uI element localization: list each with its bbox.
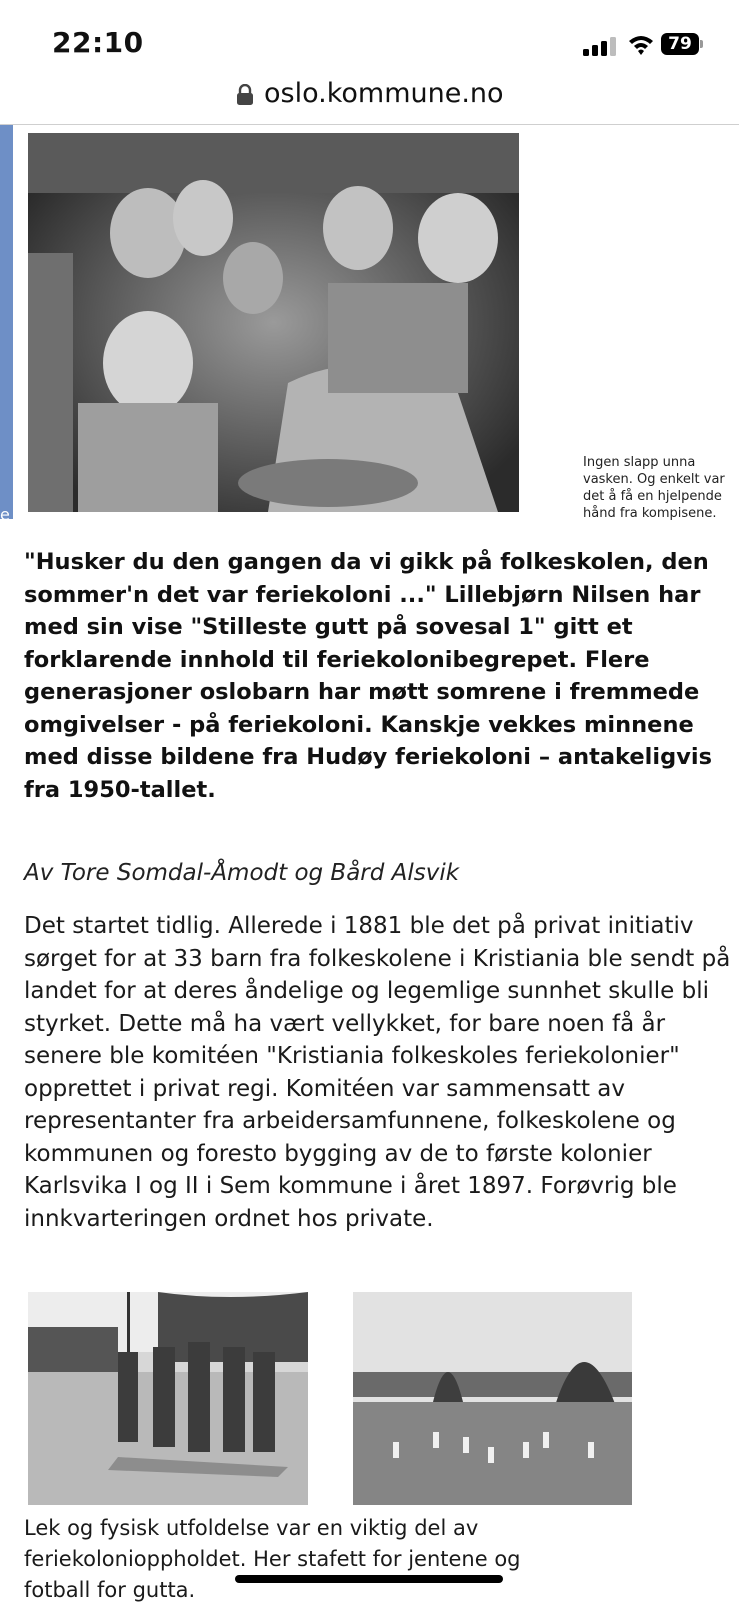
photo-relay-girls <box>28 1292 308 1505</box>
battery-indicator <box>661 33 703 55</box>
photo-caption-bottom: Lek og fysisk utfoldelse var en viktig del av feriekolonioppholdet. Her stafett for jentene og fotball for gutta. <box>24 1516 521 1602</box>
photo-children-washing <box>28 133 519 512</box>
side-tab[interactable] <box>0 125 13 519</box>
photo-caption-top: Ingen slapp unna vasken. Og enkelt var det å få en hjelpende hånd fra kompisene. <box>583 455 725 521</box>
article-body: Det startet tidlig. Allerede i 1881 ble det på privat initiativ sørget for at 33 barn fra folkeskolene i Kristiania ble sendt på landet for at deres åndelige og legemlige sunnhet skulle bli styrket. Dette må ha vært vellykket, for bare noen få år senere ble komitéen "Kristiania folkeskoles feriekolonier" opprettet i privat regi. Komitéen var sammensatt av representanter fra arbeidersamfunnene, folkeskolene og kommunen og foresto bygging av de to første kolonier Karlsvika I og II i Sem kommune i året 1897. Forøvrig ble innkvarteringen ordnet hos private. <box>24 913 731 1232</box>
cellular-signal-icon <box>583 36 619 56</box>
lock-icon <box>236 84 254 106</box>
home-indicator[interactable] <box>235 1575 503 1583</box>
article-byline: Av Tore Somdal-Åmodt og Bård Alsvik <box>24 860 460 886</box>
article-lead: "Husker du den gangen da vi gikk på folkeskolen, den sommer'n det var feriekoloni ..." Lillebjørn Nilsen har med sin vise "Stilleste gutt på sovesal 1" gitt et forklarende innhold til feriekolonibegrepet. Flere generasjoner oslobarn har møtt somrene i fremmede omgivelser - på feriekoloni. Kanskje vekkes minnene med disse bildene fra Hudøy feriekoloni – antakeligvis fra 1950-tallet. <box>24 549 712 803</box>
browser-address-bar[interactable] <box>0 72 739 125</box>
status-time: 22:10 <box>52 26 144 59</box>
photo-football-boys <box>353 1292 632 1505</box>
side-tab-letter: e <box>0 505 10 524</box>
wifi-icon <box>627 33 655 57</box>
battery-percent: 79 <box>668 34 692 54</box>
status-bar <box>0 0 739 80</box>
url-text[interactable]: oslo.kommune.no <box>264 78 504 109</box>
